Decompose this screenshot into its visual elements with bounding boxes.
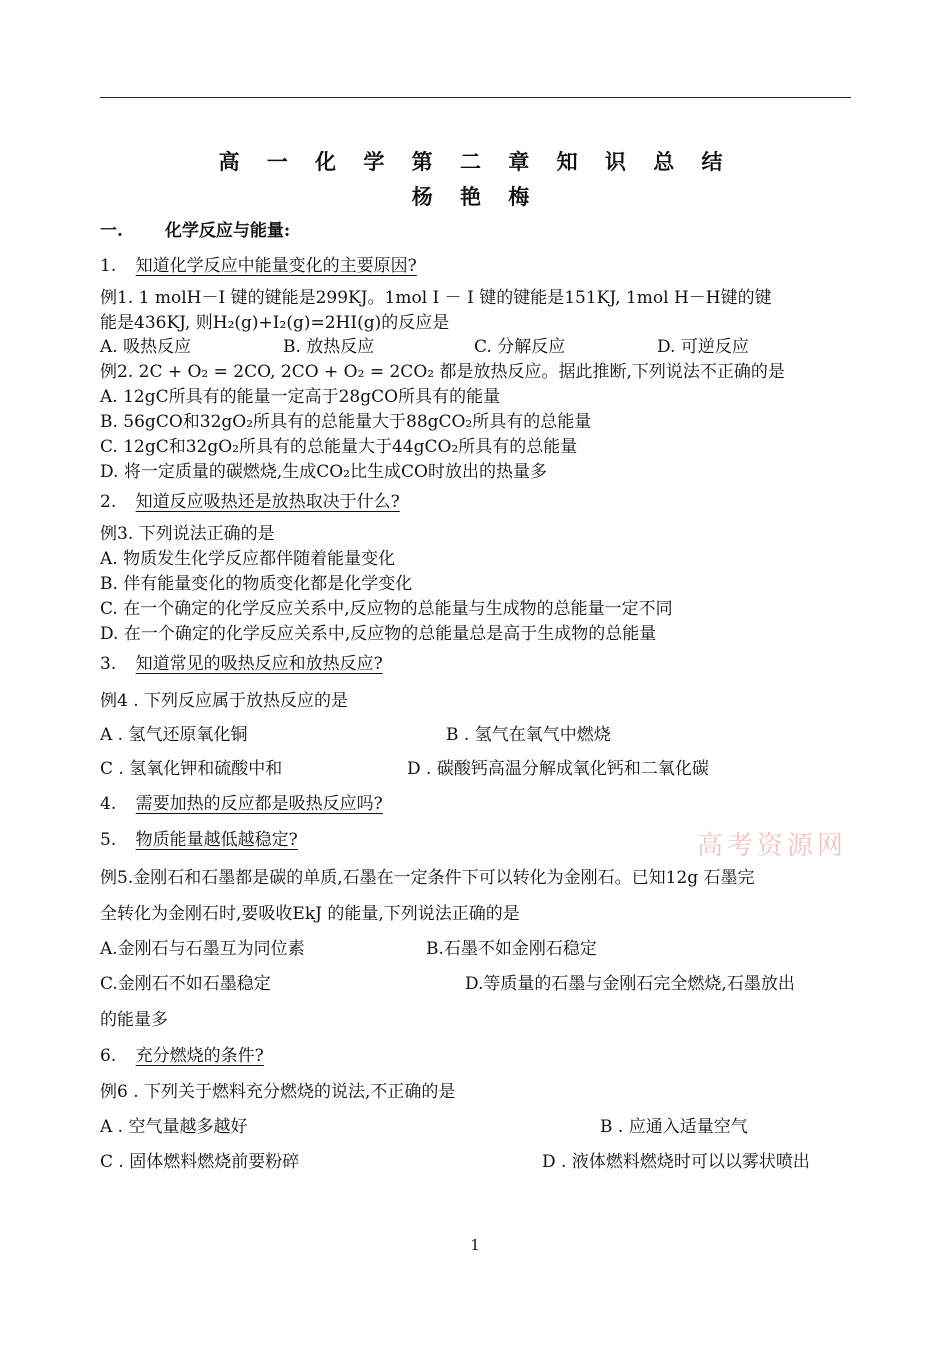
example-1-line-1: 例1. 1 molH－I 键的键能是299KJ。1mol I － I 键的键能是151KJ, 1mol H－H键的键 xyxy=(100,288,772,308)
question-text: 充分燃烧的条件? xyxy=(135,1046,264,1066)
example-6-option-a: A . 空气量越多越好 xyxy=(100,1117,248,1137)
question-text: 物质能量越低越稳定? xyxy=(135,830,298,850)
document-title: 高 一 化 学 第 二 章 知 识 总 结 xyxy=(218,150,733,174)
question-number: 2. xyxy=(100,492,117,512)
example-2-option-c: C. 12gC和32gO₂所具有的总能量大于44gCO₂所具有的总能量 xyxy=(100,437,578,457)
question-number: 4. xyxy=(100,794,117,814)
question-6 xyxy=(100,1045,264,1067)
example-5-line-2: 全转化为金刚石时,要吸收EkJ 的能量,下列说法正确的是 xyxy=(100,904,520,924)
example-2-stem: 例2. 2C + O₂ = 2CO, 2CO + O₂ = 2CO₂ 都是放热反应。据此推断,下列说法不正确的是 xyxy=(100,362,785,382)
section-heading xyxy=(100,220,290,242)
example-1-option-b: B. 放热反应 xyxy=(283,337,375,357)
author-name: 杨 艳 梅 xyxy=(411,185,540,209)
example-5-option-d-continued: 的能量多 xyxy=(100,1010,168,1030)
example-6-option-c: C . 固体燃料燃烧前要粉碎 xyxy=(100,1152,300,1172)
example-6-option-d: D . 液体燃料燃烧时可以以雾状喷出 xyxy=(542,1152,810,1172)
question-text: 需要加热的反应都是吸热反应吗? xyxy=(135,794,383,814)
example-3-option-c: C. 在一个确定的化学反应关系中,反应物的总能量与生成物的总能量一定不同 xyxy=(100,599,673,619)
question-5 xyxy=(100,829,298,851)
example-3-option-a: A. 物质发生化学反应都伴随着能量变化 xyxy=(100,549,396,569)
example-4-option-c: C . 氢氧化钾和硫酸中和 xyxy=(100,759,283,779)
question-text: 知道常见的吸热反应和放热反应? xyxy=(135,654,383,674)
example-1-option-a: A. 吸热反应 xyxy=(100,337,192,357)
question-number: 3. xyxy=(100,654,117,674)
example-1-line-2: 能是436KJ, 则H₂(g)+I₂(g)=2HI(g)的反应是 xyxy=(100,313,450,333)
example-4-option-b: B . 氢气在氧气中燃烧 xyxy=(446,725,611,745)
question-number: 1. xyxy=(100,256,117,276)
example-1-option-c: C. 分解反应 xyxy=(474,337,566,357)
example-2-option-b: B. 56gCO和32gO₂所具有的总能量大于88gCO₂所具有的总能量 xyxy=(100,412,592,432)
example-5-line-1: 例5.金刚石和石墨都是碳的单质,石墨在一定条件下可以转化为金刚石。已知12g 石墨完 xyxy=(100,868,755,888)
example-6-stem: 例6 . 下列关于燃料充分燃烧的说法,不正确的是 xyxy=(100,1082,456,1102)
page-number: 1 xyxy=(470,1236,480,1254)
example-6-option-b: B . 应通入适量空气 xyxy=(600,1117,748,1137)
example-4-stem: 例4 . 下列反应属于放热反应的是 xyxy=(100,691,349,711)
section-number: 一. xyxy=(100,221,123,241)
example-3-option-b: B. 伴有能量变化的物质变化都是化学变化 xyxy=(100,574,413,594)
question-3 xyxy=(100,653,383,675)
example-5-option-d: D.等质量的石墨与金刚石完全燃烧,石墨放出 xyxy=(465,974,795,994)
question-text: 知道化学反应中能量变化的主要原因? xyxy=(135,256,417,276)
example-2-option-a: A. 12gC所具有的能量一定高于28gCO所具有的能量 xyxy=(100,387,501,407)
example-1-option-d: D. 可逆反应 xyxy=(657,337,749,357)
question-text: 知道反应吸热还是放热取决于什么? xyxy=(135,492,400,512)
example-2-option-d: D. 将一定质量的碳燃烧,生成CO₂比生成CO时放出的热量多 xyxy=(100,462,547,482)
example-4-option-d: D . 碳酸钙高温分解成氧化钙和二氧化碳 xyxy=(407,759,709,779)
question-number: 5. xyxy=(100,830,117,850)
header-rule xyxy=(100,97,851,98)
question-number: 6. xyxy=(100,1046,117,1066)
example-5-option-c: C.金刚石不如石墨稳定 xyxy=(100,974,271,994)
question-2 xyxy=(100,491,400,513)
example-5-option-a: A.金刚石与石墨互为同位素 xyxy=(100,939,305,959)
example-3-option-d: D. 在一个确定的化学反应关系中,反应物的总能量总是高于生成物的总能量 xyxy=(100,624,657,644)
example-3-stem: 例3. 下列说法正确的是 xyxy=(100,524,275,544)
question-4 xyxy=(100,793,383,815)
watermark: 高考资源网 xyxy=(697,831,848,861)
example-5-option-b: B.石墨不如金刚石稳定 xyxy=(426,939,597,959)
example-4-option-a: A . 氢气还原氧化铜 xyxy=(100,725,248,745)
question-1 xyxy=(100,255,417,277)
section-title: 化学反应与能量: xyxy=(164,221,291,241)
